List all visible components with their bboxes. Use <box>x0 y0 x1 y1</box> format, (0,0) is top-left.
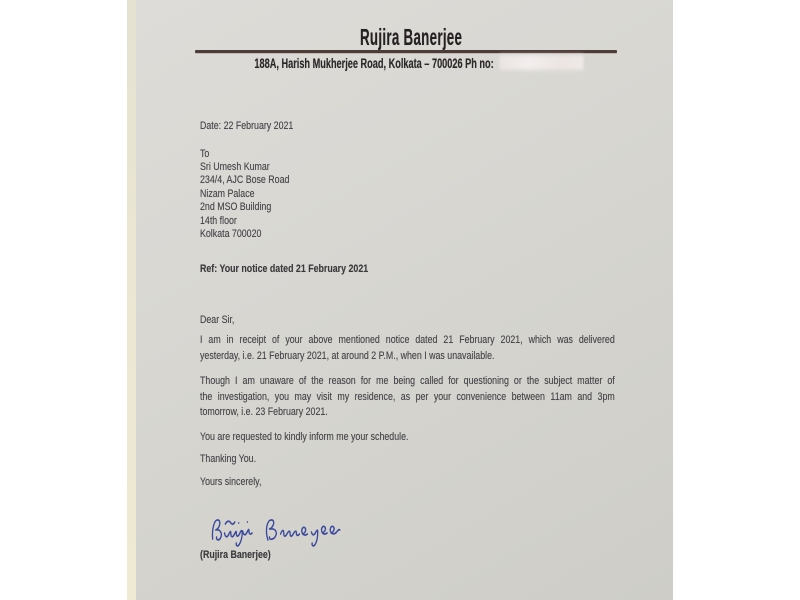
recipient-line: Nizam Palace <box>200 187 255 200</box>
paragraph-line: yesterday, i.e. 21 February 2021, at around 2 P.M., when I was unavailable. <box>200 349 495 362</box>
date-line: Date: 22 February 2021 <box>200 120 294 132</box>
letterhead-divider <box>195 50 617 53</box>
closing-line: Yours sincerely, <box>200 475 262 488</box>
letter-body <box>200 113 615 564</box>
recipient-line: Sri Umesh Kumar <box>200 160 270 173</box>
request-line: You are requested to kindly inform me your schedule. <box>200 430 409 443</box>
letterhead-address-row <box>127 55 673 73</box>
paragraph-2 <box>200 374 615 421</box>
signature-printed-name: (Rujira Banerjee) <box>200 549 271 562</box>
phone-number-redacted <box>499 55 583 70</box>
recipient-line: Kolkata 700020 <box>200 227 262 240</box>
reference-line: Ref: Your notice dated 21 February 2021 <box>200 263 369 276</box>
paragraph-line: I am in receipt of your above mentioned notice dated 21 February 2021, which was delivered <box>200 334 615 347</box>
recipient-line: To <box>200 147 210 160</box>
letterhead <box>127 24 673 51</box>
paragraph-1 <box>200 333 615 364</box>
letter-photo <box>127 0 673 600</box>
recipient-line: 2nd MSO Building <box>200 201 272 214</box>
paragraph-line: Though I am unaware of the reason for me being called for questioning or the subject matter of <box>200 375 615 388</box>
signature-ink-icon <box>206 512 376 550</box>
paragraph-line: the investigation, you may visit my residence, as per your convenience between 11am and 3pm <box>200 390 615 403</box>
paragraph-line: tomorrow, i.e. 23 February 2021. <box>200 406 328 419</box>
letterhead-name: Rujira Banerjee <box>359 24 463 50</box>
recipient-line: 14th floor <box>200 214 237 227</box>
signature-handwriting <box>206 512 614 550</box>
recipient-address <box>200 148 615 242</box>
paper-edge <box>127 0 136 600</box>
recipient-line: 234/4, AJC Bose Road <box>200 174 290 187</box>
letterhead-address-text: 188A, Harish Mukherjee Road, Kolkata – 700026 Ph no: <box>254 56 494 71</box>
salutation: Dear Sir, <box>200 313 235 326</box>
letterhead-address <box>254 55 583 71</box>
thanks-line: Thanking You. <box>200 453 257 466</box>
